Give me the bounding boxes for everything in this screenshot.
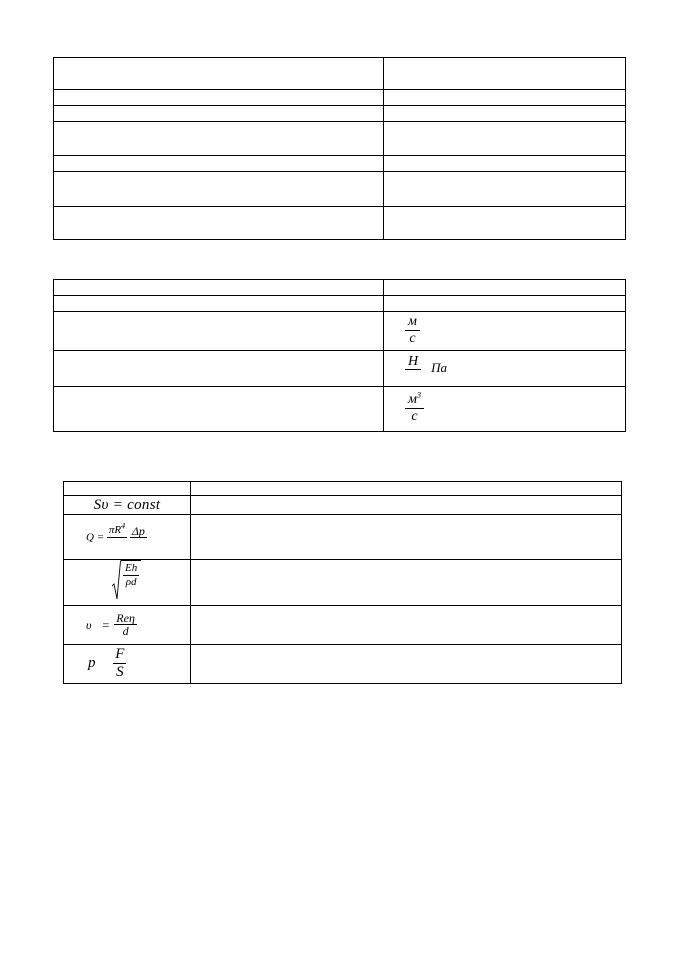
fraction-denominator: d <box>122 624 129 639</box>
fraction-denominator: ρd <box>125 575 137 588</box>
unit-num-text: м <box>408 392 417 408</box>
fraction-denominator <box>136 538 140 549</box>
unit-pascal: Па <box>431 360 448 376</box>
fraction-denominator: S <box>116 664 124 681</box>
table-row <box>64 515 622 560</box>
table-cell <box>384 207 626 240</box>
table-row <box>54 156 626 172</box>
table-row <box>54 280 626 296</box>
fraction-numerator: F <box>115 646 125 663</box>
unit-cell <box>384 312 626 351</box>
wave-speed-formula <box>112 560 141 600</box>
pressure-formula <box>88 646 126 681</box>
fraction <box>121 560 141 600</box>
formula-exponent: 4 <box>121 521 126 531</box>
table-row <box>64 560 622 606</box>
unit-numerator: м <box>405 315 420 331</box>
table-row <box>54 387 626 432</box>
sqrt-sign <box>112 560 121 600</box>
formula-text: πR <box>108 524 122 537</box>
table-row <box>64 496 622 515</box>
table-row <box>54 106 626 122</box>
fraction-numerator: Reη <box>116 610 135 625</box>
unit-denominator <box>411 370 415 382</box>
unit-numerator: Н <box>405 355 421 371</box>
continuity-formula: Sυ = const <box>93 497 161 513</box>
table-cell <box>384 296 626 312</box>
table-cell <box>54 296 384 312</box>
table-cell <box>191 560 622 606</box>
unit-velocity <box>405 315 420 346</box>
table-cell <box>384 90 626 106</box>
table-cell <box>384 106 626 122</box>
table-cell <box>64 482 191 496</box>
fraction <box>114 612 137 639</box>
table-cell <box>191 645 622 684</box>
table-cell <box>54 106 384 122</box>
fraction-numerator: Eh <box>125 562 138 574</box>
table-row <box>54 207 626 240</box>
fraction-denominator <box>115 538 119 549</box>
table-row <box>64 645 622 684</box>
unit-pressure <box>405 355 421 383</box>
table-cell <box>54 172 384 207</box>
table-row <box>54 58 626 90</box>
table-3 <box>63 481 622 684</box>
unit-exponent: 3 <box>416 390 421 400</box>
formula-cell <box>64 645 191 684</box>
fraction-numerator: Δp <box>131 523 145 538</box>
table-row <box>54 122 626 156</box>
unit-cell <box>384 387 626 432</box>
table-cell <box>54 387 384 432</box>
table-cell <box>384 58 626 90</box>
table-cell <box>54 90 384 106</box>
table-row <box>54 351 626 387</box>
table-row <box>54 172 626 207</box>
table-cell <box>384 172 626 207</box>
table-cell <box>191 606 622 645</box>
table-cell <box>54 207 384 240</box>
unit-cell <box>384 351 626 387</box>
formula-cell <box>64 560 191 606</box>
table-cell <box>54 312 384 351</box>
fraction-numerator <box>107 521 127 538</box>
fraction <box>113 647 126 680</box>
table-row <box>54 296 626 312</box>
table-cell <box>54 58 384 90</box>
formula-cell <box>64 496 191 515</box>
table-2 <box>53 279 626 432</box>
table-cell <box>191 496 622 515</box>
reynolds-formula <box>86 610 137 639</box>
table-cell <box>384 156 626 172</box>
unit-denominator: с <box>409 331 416 347</box>
table-cell <box>54 351 384 387</box>
formula-lhs: υ <box>86 617 92 632</box>
table-1 <box>53 57 626 240</box>
formula-cell <box>64 606 191 645</box>
table-cell <box>54 280 384 296</box>
table-cell <box>384 280 626 296</box>
table-row <box>64 606 622 645</box>
table-row <box>64 482 622 496</box>
unit-flow-rate <box>405 390 424 425</box>
formula-equals: = <box>102 617 110 632</box>
formula-lhs: Q = <box>86 531 105 543</box>
fraction <box>107 521 127 549</box>
fraction <box>130 525 147 550</box>
table-row <box>54 90 626 106</box>
table-cell <box>191 515 622 560</box>
formula-cell <box>64 515 191 560</box>
table-cell <box>191 482 622 496</box>
unit-denominator: с <box>411 409 418 425</box>
formula-lhs: p <box>88 655 96 672</box>
table-cell <box>54 122 384 156</box>
table-cell <box>384 122 626 156</box>
unit-numerator <box>405 390 424 409</box>
table-row <box>54 312 626 351</box>
table-cell <box>54 156 384 172</box>
